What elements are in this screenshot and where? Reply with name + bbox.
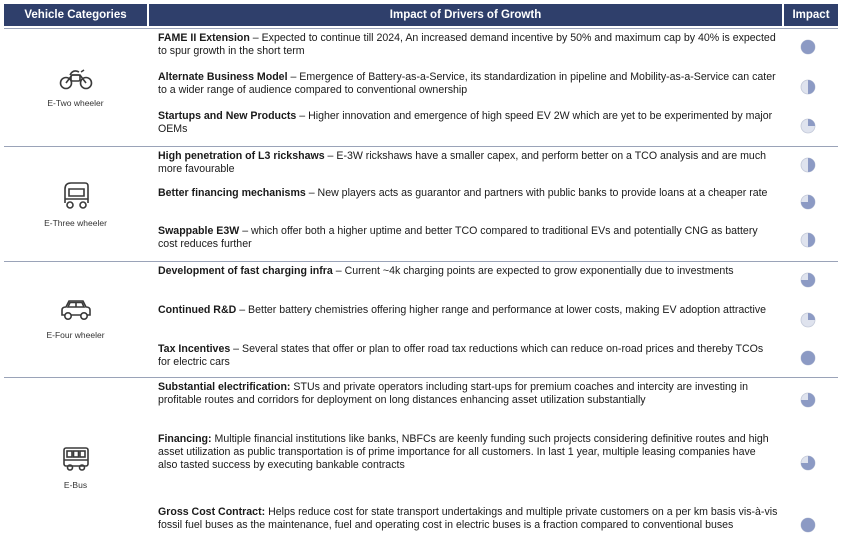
driver-text: E-3W rickshaws have a smaller capex, and perform better on a TCO analysis and are much more favourable — [158, 150, 767, 175]
driver-title: Continued R&D — [158, 304, 237, 316]
driver-row: Better financing mechanisms – New players acts as guarantor and partners with public banks to provide loans at a cheaper rate — [158, 187, 768, 199]
car-icon — [59, 298, 93, 322]
driver-title: Development of fast charging infra — [158, 265, 333, 277]
harvey-ball-icon — [800, 118, 816, 134]
category-label: E-Four wheeler — [46, 330, 105, 340]
driver-row: Swappable E3W – which offer both a higher uptime and better TCO compared to traditional EVs and potentially CNG as battery cost reduces further — [158, 225, 758, 250]
harvey-ball-icon — [800, 157, 816, 173]
driver-row: Continued R&D – Better battery chemistries offering higher range and performance at lower costs, making EV adoption attractive — [158, 304, 767, 316]
driver-row: High penetration of L3 rickshaws – E-3W rickshaws have a smaller capex, and perform better on a TCO analysis and are much more favourable — [158, 150, 767, 175]
driver-title: Alternate Business Model — [158, 71, 288, 83]
driver-title: Better financing mechanisms — [158, 187, 306, 199]
auto-rickshaw-icon — [61, 180, 91, 210]
harvey-ball-icon — [800, 272, 816, 288]
driver-text: Current ~4k charging points are expected to grow exponentially due to investments — [344, 265, 734, 277]
header-impact: Impact — [784, 4, 838, 26]
harvey-ball-icon — [800, 455, 816, 471]
driver-text: Multiple financial institutions like banks, NBFCs are keenly funding such projects considering definitive routes and high asset utilization as public transportation is of prime importance for all customers. In last 1 year, multiple leasing companies have also tasted success by executing bankable contracts — [158, 433, 769, 471]
category-label: E-Three wheeler — [44, 217, 107, 228]
category-cell — [4, 29, 147, 145]
driver-text: Higher innovation and emergence of high speed EV 2W which are yet to be experimented by major OEMs — [158, 110, 773, 135]
category-label: E-Bus — [63, 480, 88, 490]
driver-row — [158, 506, 778, 532]
driver-text: Emergence of Battery-as-a-Service, its standardization in pipeline and Mobility-as-a-Service can cater to a wider range of audience compared to conventional ownership — [158, 71, 776, 96]
driver-title: Tax Incentives — [158, 343, 231, 355]
driver-text: STUs and private operators including start-ups for premium coaches and intercity are investing in profitable routes and corridors for deployment on long distances enhancing asset utilization substantially — [158, 381, 748, 406]
driver-title: FAME II Extension — [158, 32, 250, 44]
driver-title: Startups and New Products — [158, 110, 297, 122]
driver-row: FAME II Extension – Expected to continue till 2024, An increased demand incentive by 50% and maximum cap by 40% is expected to spur growth in the short term — [158, 32, 776, 57]
driver-text: Helps reduce cost for state transport undertakings and multiple private customers on a per km basis vis-à-vis fossil fuel buses as the maintenance, fuel and operating cost in electric buses is a fraction compared to conventional buses — [158, 506, 778, 531]
driver-title: Gross Cost Contract: — [158, 506, 266, 518]
group-e-two-wheeler — [4, 28, 838, 145]
category-cell — [4, 378, 147, 558]
header-impact-drivers: Impact of Drivers of Growth — [149, 4, 782, 26]
category-cell — [4, 147, 147, 260]
harvey-ball-icon — [800, 232, 816, 248]
harvey-ball-icon — [800, 312, 816, 328]
driver-text: New players acts as guarantor and partners with public banks to provide loans at a cheaper rate — [317, 187, 768, 199]
driver-text: Better battery chemistries offering higher range and performance at lower costs, making EV adoption attractive — [248, 304, 767, 316]
driver-row: Development of fast charging infra – Current ~4k charging points are expected to grow exponentially due to investments — [158, 265, 734, 277]
group-e-bus — [4, 377, 838, 558]
group-e-three-wheeler — [4, 146, 838, 260]
category-cell — [4, 262, 147, 376]
harvey-ball-icon — [800, 194, 816, 210]
table-header — [4, 4, 838, 26]
driver-row: Alternate Business Model – Emergence of Battery-as-a-Service, its standardization in pipeline and Mobility-as-a-Service can cater to a wider range of audience compared to conventional ownership — [158, 71, 776, 96]
driver-row: Startups and New Products – Higher innovation and emergence of high speed EV 2W which are yet to be experimented by major OEMs — [158, 110, 773, 135]
driver-text: Several states that offer or plan to offer road tax reductions which can reduce on-road prices and thereby TCOs for electric cars — [158, 343, 764, 368]
driver-row: Tax Incentives – Several states that offer or plan to offer road tax reductions which can reduce on-road prices and thereby TCOs for electric cars — [158, 343, 764, 368]
motorcycle-icon — [59, 66, 93, 90]
driver-text: Expected to continue till 2024, An increased demand incentive by 50% and maximum cap by 40% is expected to spur growth in the short term — [158, 32, 776, 57]
harvey-ball-icon — [800, 350, 816, 366]
harvey-ball-icon — [800, 392, 816, 408]
category-label: E-Two wheeler — [47, 98, 104, 108]
harvey-ball-icon — [800, 517, 816, 533]
harvey-ball-icon — [800, 79, 816, 95]
group-e-four-wheeler — [4, 261, 838, 376]
driver-row — [158, 381, 778, 407]
driver-row — [158, 433, 778, 472]
driver-title: Swappable E3W — [158, 225, 240, 237]
harvey-ball-icon — [800, 39, 816, 55]
driver-title: Financing: — [158, 433, 212, 445]
bus-icon — [61, 446, 91, 472]
driver-title: Substantial electrification: — [158, 381, 291, 393]
driver-title: High penetration of L3 rickshaws — [158, 150, 325, 162]
driver-text: which offer both a higher uptime and better TCO compared to traditional EVs and potentially CNG as battery cost reduces further — [158, 225, 758, 250]
header-vehicle-categories: Vehicle Categories — [4, 4, 147, 26]
